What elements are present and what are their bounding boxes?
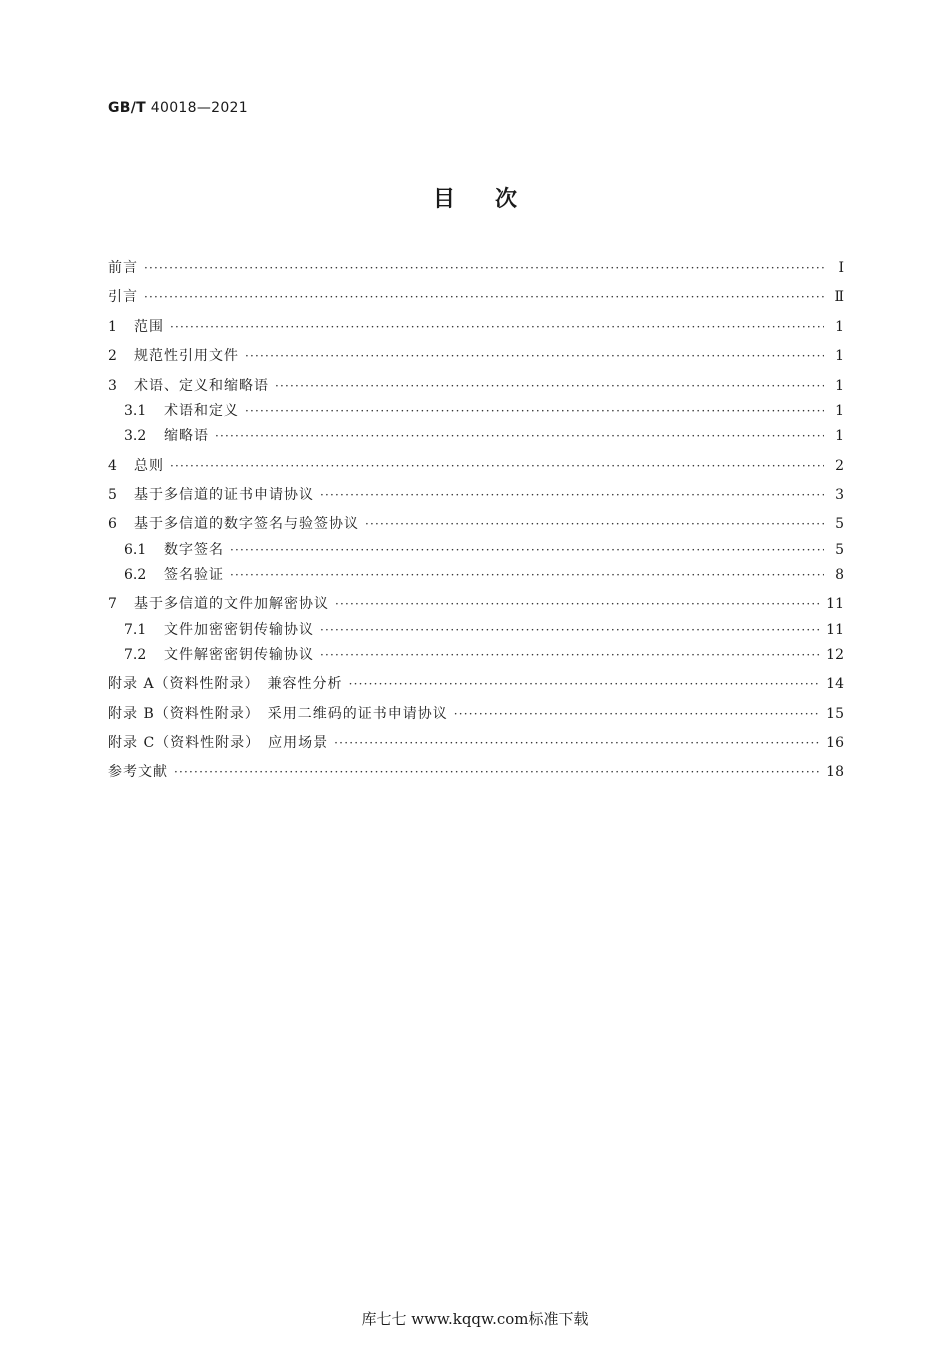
toc-dot-leader (320, 485, 824, 505)
standard-code (108, 100, 248, 116)
toc-entry-page: 5 (835, 516, 844, 533)
toc-entry[interactable] (108, 514, 844, 534)
toc-entry-number: 3.1 (124, 402, 147, 419)
toc-entry-label: 基于多信道的证书申请协议 (134, 486, 314, 503)
toc-dot-leader (215, 426, 824, 446)
toc-entry[interactable] (108, 287, 844, 307)
toc-entry-label: 术语和定义 (164, 402, 239, 419)
toc-entry[interactable] (108, 376, 844, 396)
toc-entry-number: 5 (108, 486, 117, 503)
toc-entry-page: 16 (826, 735, 844, 752)
toc-entry-label: 基于多信道的文件加解密协议 (134, 596, 329, 613)
page-title: 目次 (432, 187, 557, 212)
toc-entry-page: Ⅰ (838, 260, 844, 276)
toc-dot-leader (454, 704, 820, 724)
toc-entry-number: 7 (108, 596, 117, 613)
toc-entry-page: 2 (835, 457, 844, 474)
toc-dot-leader (174, 762, 820, 782)
toc-entry-page: 1 (835, 402, 844, 419)
toc-entry[interactable] (108, 401, 844, 421)
toc-dot-leader (170, 317, 824, 337)
toc-entry-number: 4 (108, 457, 117, 474)
toc-entry-number: 6 (108, 516, 117, 533)
toc-entry[interactable] (108, 426, 844, 446)
toc-dot-leader (275, 376, 824, 396)
toc-entry-label: 签名验证 (164, 566, 224, 583)
toc-dot-leader (170, 456, 824, 476)
toc-entry[interactable] (108, 565, 844, 585)
toc-dot-leader (230, 540, 824, 560)
toc-entry[interactable] (108, 762, 844, 782)
toc-entry[interactable] (108, 258, 844, 278)
toc-entry-number: 3.2 (124, 428, 147, 445)
toc-entry-label: 参考文献 (108, 764, 168, 781)
toc-entry-number: 1 (108, 318, 117, 335)
toc-entry-page: 11 (826, 596, 844, 613)
toc-entry-page: 11 (826, 621, 844, 638)
toc-entry-page: 12 (826, 646, 844, 663)
toc-entry-page: 15 (826, 705, 844, 722)
toc-dot-leader (245, 346, 824, 366)
toc-dot-leader (320, 645, 820, 665)
toc-entry-number: 7.2 (124, 646, 147, 663)
toc-entry-label: 范围 (134, 318, 164, 335)
toc-dot-leader (335, 594, 820, 614)
toc-entry-label: 附录 A（资料性附录） 兼容性分析 (108, 676, 343, 693)
toc-entry-page: 3 (835, 486, 844, 503)
toc-entry-page: 5 (835, 541, 844, 558)
toc-entry[interactable] (108, 733, 844, 753)
toc-entry-label: 附录 B（资料性附录） 采用二维码的证书申请协议 (108, 705, 448, 722)
toc-entry-page: 8 (835, 566, 844, 583)
toc-entry[interactable] (108, 594, 844, 614)
toc-dot-leader (230, 565, 824, 585)
toc-entry[interactable] (108, 620, 844, 640)
toc-dot-leader (365, 514, 824, 534)
toc-entry-label: 文件加密密钥传输协议 (164, 621, 314, 638)
toc-entry-label: 缩略语 (164, 428, 209, 445)
toc-entry-number: 6.2 (124, 566, 147, 583)
toc-entry-label: 文件解密密钥传输协议 (164, 646, 314, 663)
toc-entry-label: 数字签名 (164, 541, 224, 558)
toc-entry-label: 附录 C（资料性附录） 应用场景 (108, 735, 329, 752)
footer-watermark: 库七七 www.kqqw.com标准下载 (361, 1310, 589, 1328)
toc-entry[interactable] (108, 456, 844, 476)
toc-entry-number: 7.1 (124, 621, 147, 638)
standard-code-prefix: GB/T (108, 100, 147, 116)
toc-entry-label: 规范性引用文件 (134, 348, 239, 365)
toc-entry-page: 14 (826, 676, 844, 693)
toc-dot-leader (245, 401, 824, 421)
toc-entry-label: 基于多信道的数字签名与验签协议 (134, 516, 359, 533)
toc-dot-leader (144, 258, 824, 278)
toc-entry-number: 2 (108, 348, 117, 365)
toc-entry-page: 1 (835, 318, 844, 335)
toc-entry-label: 前言 (108, 260, 138, 276)
toc-dot-leader (320, 620, 820, 640)
toc-entry-page: 1 (835, 348, 844, 365)
toc-entry[interactable] (108, 317, 844, 337)
toc-entry-number: 3 (108, 377, 117, 394)
toc-entry[interactable] (108, 540, 844, 560)
toc-dot-leader (144, 287, 824, 307)
toc-dot-leader (349, 674, 821, 694)
table-of-contents (108, 258, 844, 782)
toc-entry-page: 18 (826, 764, 844, 781)
standard-code-number: 40018—2021 (150, 100, 248, 116)
toc-entry-label: 引言 (108, 289, 138, 306)
toc-entry-number: 6.1 (124, 541, 147, 558)
toc-entry-label: 总则 (134, 457, 164, 474)
toc-entry[interactable] (108, 645, 844, 665)
toc-entry[interactable] (108, 674, 844, 694)
toc-entry[interactable] (108, 485, 844, 505)
toc-dot-leader (334, 733, 820, 753)
toc-entry[interactable] (108, 346, 844, 366)
toc-entry-page: 1 (835, 377, 844, 394)
toc-entry-page: 1 (835, 428, 844, 445)
toc-entry-label: 术语、定义和缩略语 (134, 377, 269, 394)
toc-entry[interactable] (108, 704, 844, 724)
toc-entry-page: Ⅱ (834, 289, 844, 306)
